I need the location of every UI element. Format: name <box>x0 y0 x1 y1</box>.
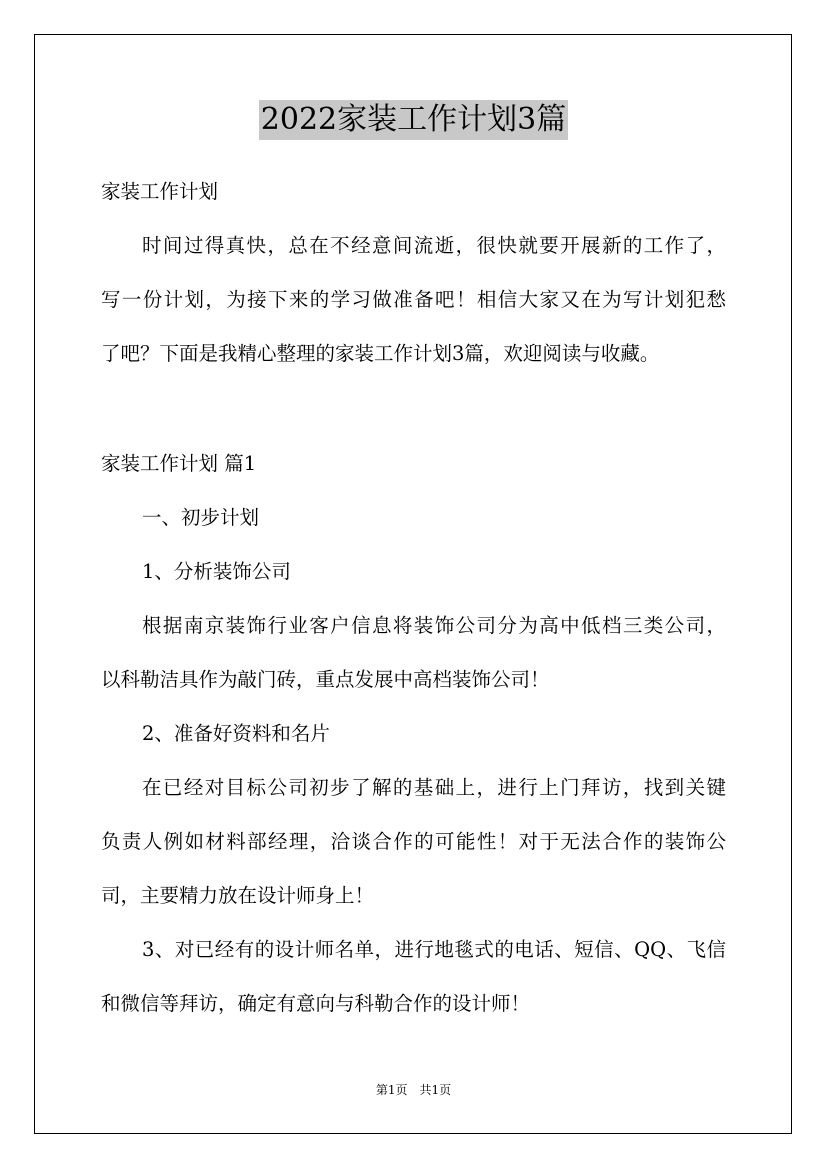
paragraph-line: 时间过得真快，总在不经意间流逝，很快就要开展新的工作了， <box>142 234 726 257</box>
list-item-heading: 2、准备好资料和名片 <box>142 722 330 745</box>
section-heading: 家装工作计划 篇1 <box>101 452 257 475</box>
paragraph-line: 3、对已经有的设计师名单，进行地毯式的电话、短信、QQ、飞信 <box>142 938 726 961</box>
title-container <box>0 100 827 140</box>
list-item-heading: 1、分析装饰公司 <box>142 560 291 583</box>
page-footer: 第1页 共1页 <box>375 1083 452 1097</box>
paragraph-line: 司，主要精力放在设计师身上！ <box>101 884 375 907</box>
paragraph-line: 以科勒洁具作为敲门砖，重点发展中高档装饰公司！ <box>101 668 550 691</box>
subsection-heading: 一、初步计划 <box>142 506 260 529</box>
paragraph-line: 在已经对目标公司初步了解的基础上，进行上门拜访，找到关键 <box>142 776 726 799</box>
paragraph-line: 写一份计划，为接下来的学习做准备吧！相信大家又在为写计划犯愁 <box>101 288 726 311</box>
paragraph-line: 了吧？下面是我精心整理的家装工作计划3篇，欢迎阅读与收藏。 <box>101 342 660 365</box>
document-title: 2022家装工作计划3篇 <box>259 100 568 140</box>
paragraph-line: 负责人例如材料部经理，洽谈合作的可能性！对于无法合作的装饰公 <box>101 830 726 853</box>
paragraph-line: 根据南京装饰行业客户信息将装饰公司分为高中低档三类公司， <box>142 614 726 637</box>
section-heading: 家装工作计划 <box>101 180 219 203</box>
paragraph-line: 和微信等拜访，确定有意向与科勒合作的设计师！ <box>101 992 531 1015</box>
